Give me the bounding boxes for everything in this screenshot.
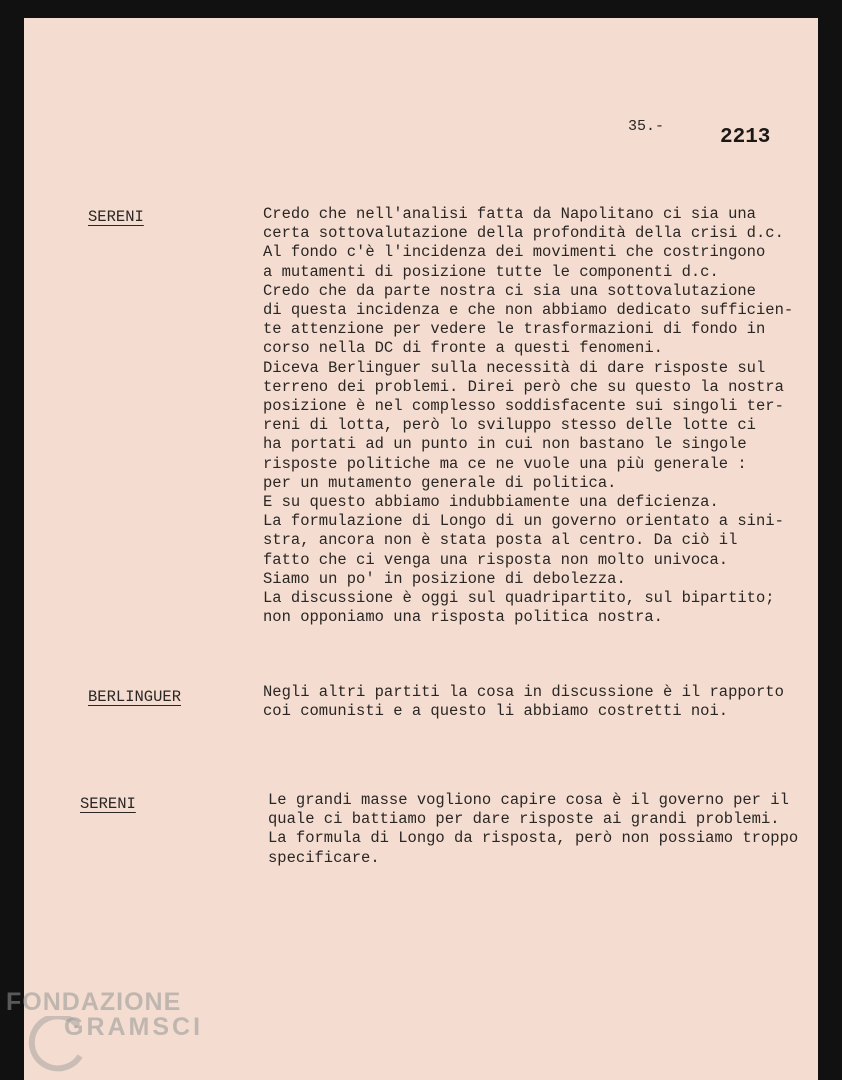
text-line: reni di lotta, però lo sviluppo stesso delle lotte ci — [263, 416, 756, 435]
text-line: di questa incidenza e che non abbiamo dedicato sufficien- — [263, 301, 794, 320]
text-line: specificare. — [268, 848, 380, 867]
speech-block-2 — [263, 683, 803, 721]
text-line: certa sottovalutazione della profondità della crisi d.c. — [263, 224, 784, 243]
text-line: Credo che nell'analisi fatta da Napolitano ci sia una — [263, 205, 756, 223]
text-line: posizione è nel complesso soddisfacente sui singoli ter- — [263, 397, 784, 416]
watermark-line2: GRAMSCI — [64, 1013, 204, 1041]
speech-block-1 — [263, 205, 803, 627]
text-line: corso nella DC di fronte a questi fenomeni. — [263, 339, 663, 358]
text-line: quale ci battiamo per dare risposte ai grandi problemi. — [268, 810, 780, 829]
text-line: risposte politiche ma ce ne vuole una più generale : — [263, 454, 747, 473]
text-line: Le grandi masse vogliono capire cosa è il governo per il — [268, 791, 789, 809]
text-line: ha portati ad un punto in cui non bastano le singole — [263, 435, 747, 454]
speaker-label: BERLINGUER — [88, 688, 182, 706]
speaker-label: SERENI — [80, 795, 136, 813]
text-line: La formulazione di Longo di un governo orientato a sini- — [263, 512, 784, 531]
text-line: coi comunisti e a questo li abbiamo costretti noi. — [263, 702, 729, 721]
archive-number: 2213 — [720, 126, 771, 149]
text-line: Credo che da parte nostra ci sia una sottovalutazione — [263, 281, 756, 300]
text-line: Negli altri partiti la cosa in discussione è il rapporto — [263, 683, 784, 701]
text-line: Al fondo c'è l'incidenza dei movimenti che costringono — [263, 243, 766, 262]
text-line: stra, ancora non è stata posta al centro. Da ciò il — [263, 531, 738, 550]
text-line: La discussione è oggi sul quadripartito, sul bipartito; — [263, 589, 775, 608]
watermark-line1: FONDAZIONE — [6, 988, 182, 1016]
speech-block-3 — [268, 791, 808, 868]
text-line: per un mutamento generale di politica. — [263, 473, 617, 492]
page-number: 35.- — [628, 118, 665, 135]
text-line: non opponiamo una risposta politica nostra. — [263, 608, 663, 627]
text-line: La formula di Longo da risposta, però non possiamo troppo — [268, 829, 799, 848]
text-line: Diceva Berlinguer sulla necessità di dare risposte sul — [263, 358, 766, 377]
text-line: a mutamenti di posizione tutte le componenti d.c. — [263, 262, 719, 281]
text-line: fatto che ci venga una risposta non molto univoca. — [263, 550, 729, 569]
document-page — [24, 18, 818, 1080]
speaker-label: SERENI — [88, 208, 144, 226]
text-line: terreno dei problemi. Direi però che su questo la nostra — [263, 377, 784, 396]
text-line: te attenzione per vedere le trasformazioni di fondo in — [263, 320, 766, 339]
text-line: E su questo abbiamo indubbiamente una deficienza. — [263, 493, 719, 512]
text-line: Siamo un po' in posizione di debolezza. — [263, 569, 626, 588]
watermark-logo-icon — [28, 1016, 88, 1076]
